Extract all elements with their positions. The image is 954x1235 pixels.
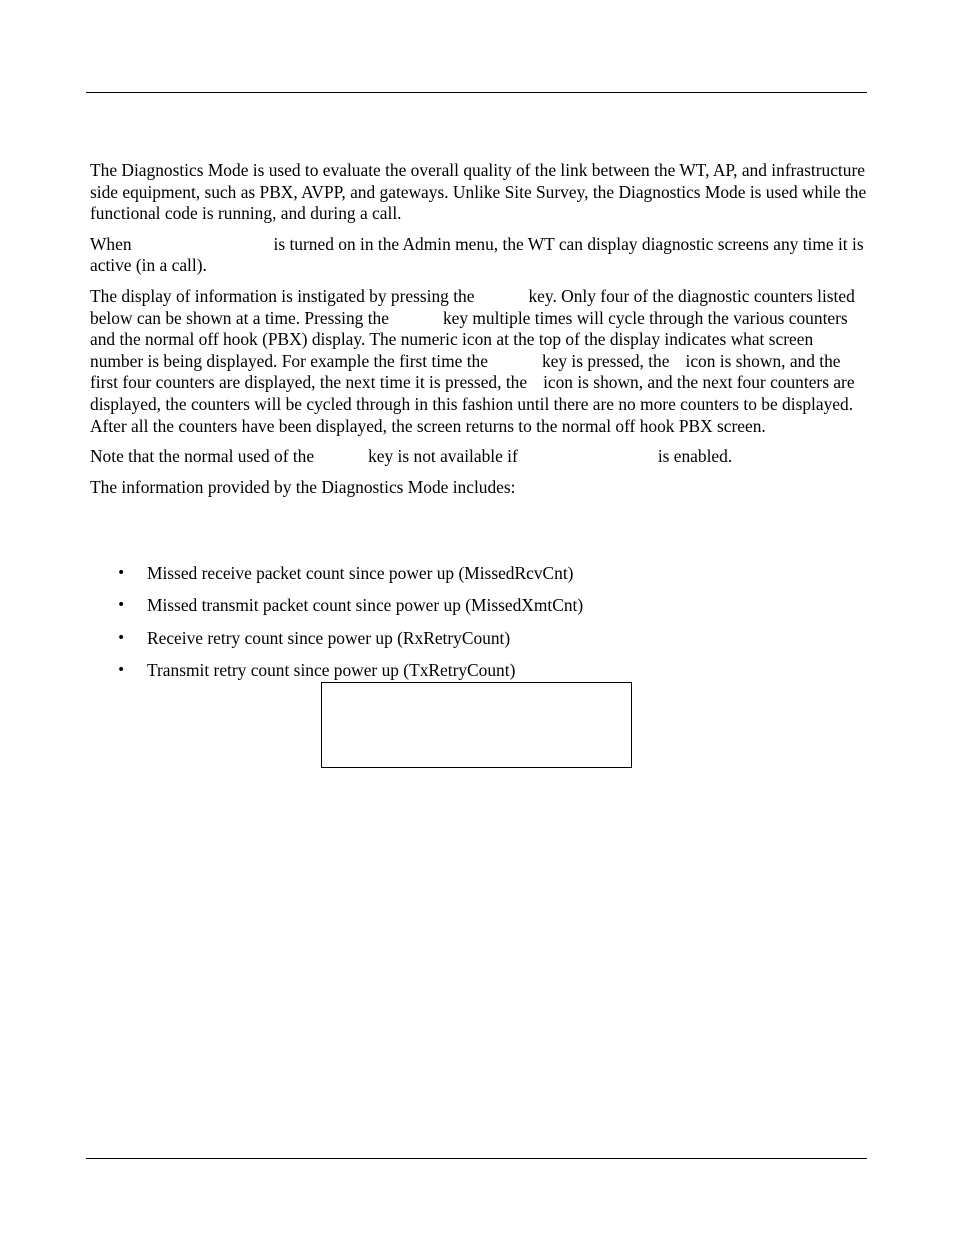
list-item [117, 593, 817, 625]
when-text-end: is turned on in the Admin menu, the WT can display diagnostic screens any time it is active (in a call). [90, 233, 864, 276]
display-text-4: key is pressed, the [541, 350, 670, 371]
info-paragraph [90, 477, 868, 499]
list-item [117, 561, 817, 593]
bullet-icon: • [117, 629, 126, 646]
bullet-icon: • [117, 597, 126, 614]
bullet-icon: • [117, 661, 126, 678]
note-paragraph [90, 446, 868, 468]
list-item [117, 626, 817, 658]
display-text-1: The display of information is instigated by pressing the [90, 285, 475, 306]
note-text-1: Note that the normal used of the [90, 446, 315, 467]
diagnostics-counter-list [117, 561, 817, 690]
note-text-2: key is not available if [368, 446, 518, 467]
list-item-text: Transmit retry count since power up (TxRetryCount) [147, 659, 516, 680]
when-paragraph [90, 234, 868, 277]
diagnostic-display-box [321, 682, 632, 768]
when-text-start: When [90, 233, 132, 254]
display-text-6: icon is shown, and the next four counters are displayed, the counters will be cycled through in this fashion until there are no more counters to be displayed. After all the counters have been displayed, the screen returns to the normal off hook PBX screen. [90, 372, 855, 436]
list-item-text: Missed transmit packet count since power up (MissedXmtCnt) [147, 595, 584, 616]
display-text-3: key multiple times will cycle through the various counters and the normal off hook (PBX) display. The numeric icon at the top of the display indicates what screen number is being displayed. For example the first time the [90, 307, 848, 371]
info-text: The information provided by the Diagnostics Mode includes: [90, 476, 516, 497]
document-body [90, 160, 868, 507]
header-rule [86, 92, 867, 93]
display-paragraph [90, 286, 868, 437]
list-item-text: Missed receive packet count since power up (MissedRcvCnt) [147, 563, 574, 583]
footer-rule [86, 1158, 867, 1159]
bullet-icon: • [117, 565, 126, 581]
note-text-3: is enabled. [657, 446, 733, 467]
display-text-5: icon is shown, and the first four counters are displayed, the next time it is pressed, the [90, 350, 841, 393]
intro-text: The Diagnostics Mode is used to evaluate the overall quality of the link between the WT, AP, and infrastructure side equipment, such as PBX, AVPP, and gateways. Unlike Site Survey, the Diagnostics Mode is used while the functional code is running, and during a call. [90, 160, 867, 224]
display-text-2: key. Only four of the diagnostic counters listed below can be shown at a time. Pressing the [90, 285, 855, 328]
intro-paragraph [90, 160, 868, 225]
list-item-text: Receive retry count since power up (RxRetryCount) [147, 627, 511, 648]
